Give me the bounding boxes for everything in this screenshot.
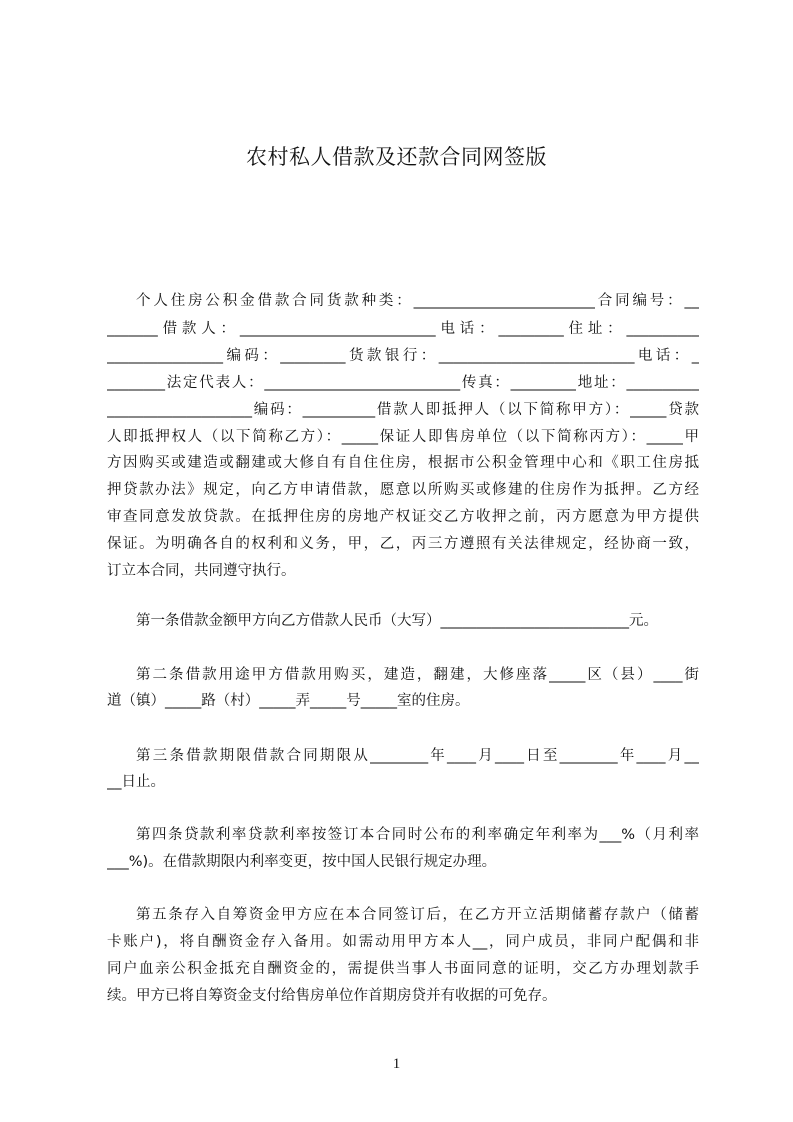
intro-line-8: 押贷款办法》规定，向乙方申请借款，愿意以所购买或修建的住房作为抵押。乙方经: [107, 482, 699, 498]
intro-line-9: 审查同意发放贷款。在抵押住房的房地产权证交乙方收押之前，丙方愿意为甲方提供: [107, 509, 699, 525]
article-5-line-3: 同户血亲公积金抵充自酬资金的，需提供当事人书面同意的证明，交乙方办理划款手: [107, 961, 699, 977]
article-3-line-1: 第三条借款期限借款合同期限从________年____月____日至________年____月__: [136, 748, 699, 764]
article-1-line-1: 第一条借款金额甲方向乙方借款人民币（大写）__________________________元。: [136, 613, 658, 629]
intro-line-11: 订立本合同，共同遵守执行。: [107, 563, 296, 579]
article-5-line-2: 卡账户)，将自酬资金存入备用。如需动用甲方本人__，同户成员，非同户配偶和非: [107, 934, 699, 950]
intro-line-4: ________法定代表人：___________________________传真：_________地址：__________: [107, 375, 699, 391]
article-4-line-1: 第四条贷款利率贷款利率按签订本合同时公布的利率确定年利率为___%（月利率: [136, 827, 699, 843]
page-number: 1: [392, 1056, 401, 1072]
article-2-line-1: 第二条借款用途甲方借款用购买，建造，翻建，大修座落_____区（县）____街: [136, 667, 699, 683]
document-title: 农村私人借款及还款合同网签版: [246, 145, 547, 169]
article-5-line-1: 第五条存入自筹资金甲方应在本合同签订后，在乙方开立活期储蓄存款户（储蓄: [136, 907, 699, 923]
intro-line-2: _______借款人：___________________________电话：_________住址：__________: [107, 321, 699, 337]
article-3-line-2: __日止。: [107, 774, 165, 790]
article-4-line-2: ___%)。在借款期限内利率变更，按中国人民银行规定办理。: [107, 854, 497, 870]
article-2-line-2: 道（镇）_____路（村）_____弄_____号_____室的住房。: [107, 693, 470, 709]
intro-line-1: 个人住房公积金借款合同货款种类：_________________________合同编号：__: [136, 293, 699, 309]
article-5-line-4: 续。甲方已将自筹资金支付给售房单位作首期房贷并有收据的可免存。: [107, 988, 557, 1004]
intro-line-10: 保证。为明确各自的权利和义务，甲，乙，丙三方遵照有关法律规定，经协商一致，: [107, 536, 699, 552]
intro-line-3: ________________编码：_________货款银行：___________________________电话：_: [107, 348, 699, 364]
intro-line-6: 人即抵押权人（以下简称乙方）：_____保证人即售房单位（以下简称丙方）：_____甲: [107, 429, 699, 445]
intro-line-5: ____________________编码：__________借款人即抵押人（以下简称甲方）：_____贷款: [107, 402, 699, 418]
intro-line-7: 方因购买或建造或翻建或大修自有自住住房，根据市公积金管理中心和《职工住房抵: [107, 455, 699, 471]
